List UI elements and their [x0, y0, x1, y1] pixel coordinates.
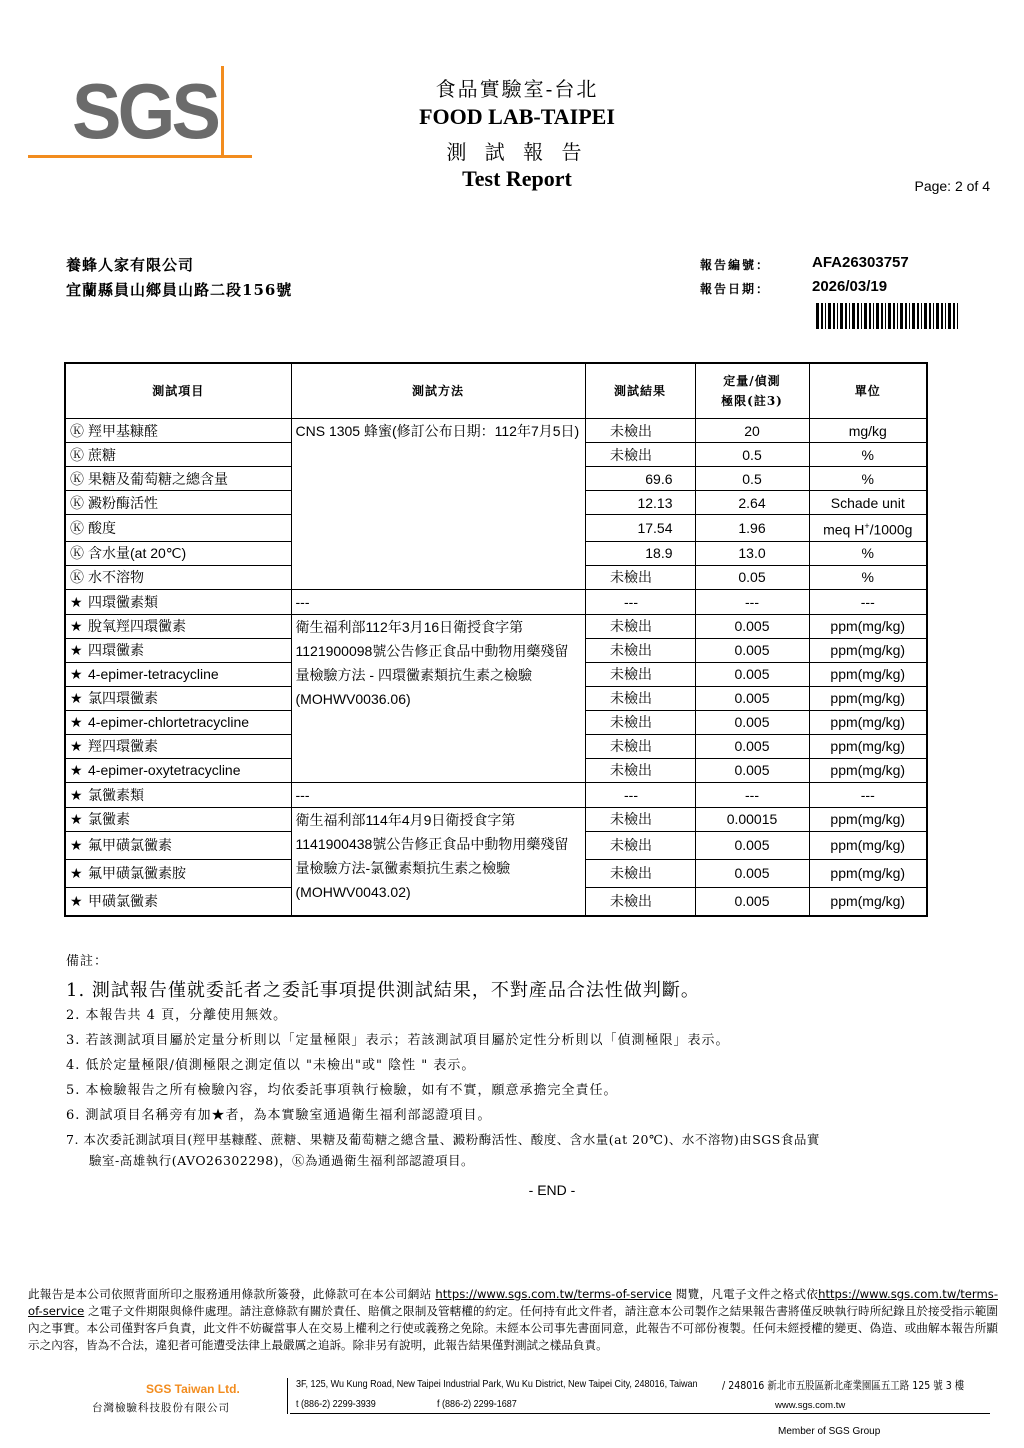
cell-unit: ppm(mg/kg) [809, 831, 927, 859]
cell-result: --- [585, 589, 695, 614]
star-mark-icon: ★ [70, 593, 83, 610]
cell-item [65, 541, 291, 565]
end-mark: - END - [528, 1182, 576, 1198]
footer-underline [290, 1413, 990, 1414]
page-number: Page: 2 of 4 [914, 178, 990, 194]
item-name: 含水量(at 20℃) [88, 545, 187, 562]
barcode-bar [948, 303, 951, 329]
cell-limit: 1.96 [695, 515, 809, 542]
star-mark-icon: ★ [70, 865, 83, 882]
cell-item [65, 515, 291, 542]
barcode-bar [905, 303, 907, 329]
table-row [65, 614, 927, 638]
cell-unit: Schade unit [809, 491, 927, 515]
k-mark-icon: Ⓚ [70, 569, 84, 586]
barcode-bar [816, 303, 819, 329]
cell-method: --- [291, 782, 585, 807]
header-unit: 單位 [809, 363, 927, 419]
item-name: 氟甲磺氯黴素 [88, 837, 172, 854]
barcode-bar [869, 303, 871, 329]
barcode-bar [912, 303, 915, 329]
report-number: AFA26303757 [812, 254, 909, 271]
barcode-bar [857, 303, 859, 329]
cell-unit: ppm(mg/kg) [809, 734, 927, 758]
cell-result: 69.6 [585, 467, 695, 491]
cell-limit: 0.005 [695, 710, 809, 734]
cell-item [65, 467, 291, 491]
client-name: 養蜂人家有限公司 [66, 256, 195, 274]
k-mark-icon: Ⓚ [70, 470, 84, 487]
item-name: 4-epimer-chlortetracycline [88, 714, 250, 731]
cell-item [65, 662, 291, 686]
star-mark-icon: ★ [70, 738, 83, 755]
note-7-cont: 驗室-高雄執行(AVO26302298)，Ⓚ為通過衛生福利部認證項目。 [89, 1153, 475, 1168]
barcode-bar [909, 303, 910, 329]
cell-result: --- [585, 782, 695, 807]
cell-unit [809, 515, 927, 542]
notes-title: 備註： [66, 954, 109, 969]
barcode-bar [924, 303, 927, 329]
lab-title-en: FOOD LAB-TAIPEI [419, 104, 615, 129]
barcode-bar [936, 303, 939, 329]
star-mark-icon: ★ [70, 618, 83, 635]
k-mark-icon: Ⓚ [70, 494, 84, 511]
cell-result: 未檢出 [585, 686, 695, 710]
report-title-en: Test Report [462, 166, 572, 191]
header-result: 測試結果 [585, 363, 695, 419]
report-title-cn: 測 試 報 告 [446, 140, 588, 164]
cell-limit: 0.005 [695, 638, 809, 662]
barcode-bar [861, 303, 862, 329]
cell-limit: 0.5 [695, 443, 809, 467]
barcode-bar [881, 303, 883, 329]
cell-item [65, 782, 291, 807]
company-name-cn: 台灣檢驗科技股份有限公司 [92, 1402, 230, 1414]
barcode-bar [953, 303, 955, 329]
cell-method: 衛生福利部114年4月9日衛授食字第1141900438號公告修正食品中動物用藥殘留量檢驗方法-氯黴素類抗生素之檢驗(MOHWV0043.02) [291, 807, 585, 916]
barcode-bar [864, 303, 867, 329]
k-mark-icon: Ⓚ [70, 519, 84, 536]
header-limit-line2: 極限(註3) [721, 394, 783, 408]
note-3: 3. 若該測試項目屬於定量分析則以「定量極限」表示；若該測試項目屬於定性分析則以「偵測極限」表示。 [66, 1033, 730, 1048]
logo-orange-vline [221, 66, 224, 158]
barcode-bar [921, 303, 922, 329]
cell-item [65, 887, 291, 916]
cell-item [65, 589, 291, 614]
star-mark-icon: ★ [70, 666, 83, 683]
cell-result: 未檢出 [585, 565, 695, 589]
barcode-bar [929, 303, 931, 329]
star-mark-icon: ★ [70, 690, 83, 707]
barcode-bar [888, 303, 891, 329]
item-name: 甲磺氯黴素 [88, 893, 158, 910]
cell-unit: % [809, 565, 927, 589]
barcode-bar [852, 303, 855, 329]
barcode [816, 303, 958, 329]
table-row [65, 782, 927, 807]
cell-limit: 0.005 [695, 758, 809, 782]
note-4: 4. 低於定量極限/偵測極限之測定值以 "未檢出"或" 陰性 " 表示。 [66, 1058, 476, 1073]
cell-limit: 0.5 [695, 467, 809, 491]
cell-result: 未檢出 [585, 443, 695, 467]
lab-title-cn: 食品實驗室-台北 [435, 77, 599, 101]
barcode-bar [825, 303, 826, 329]
cell-item [65, 443, 291, 467]
barcode-bar [833, 303, 835, 329]
item-name: 羥甲基糠醛 [88, 422, 158, 439]
cell-unit: --- [809, 589, 927, 614]
barcode-bar [945, 303, 946, 329]
logo-text: SGS [72, 67, 218, 155]
cell-item [65, 831, 291, 859]
footer-divider [287, 1378, 288, 1414]
cell-item [65, 734, 291, 758]
disclaimer-part2: 閱覽，凡電子文件之格式依 [671, 1287, 819, 1301]
item-name: 四環黴素類 [88, 593, 158, 610]
cell-unit: ppm(mg/kg) [809, 662, 927, 686]
cell-result: 未檢出 [585, 419, 695, 443]
barcode-bar [893, 303, 895, 329]
cell-limit: 0.005 [695, 614, 809, 638]
disclaimer-part3: 之電子文件期限與條件處理。請注意條款有關於責任、賠償之限制及管轄權的約定。任何持有此文件者，請注意本公司製作之結果報告書將僅反映執行時所紀錄且於接受指示範圍內之事實。本公司僅對客戶負責，此文件不妨礙當事人在交易上權利之行使或義務之免除。未經本公司事先書面同意，此報告不可部份複製。任何未經授權的變更、偽造、或曲解本報告所顯示之內容，皆為不合法，違犯者可能遭受法律上最嚴厲之追訴。除非另有說明，此報告結果僅對測試之樣品負責。 [28, 1304, 998, 1352]
star-mark-icon: ★ [70, 837, 83, 854]
star-mark-icon: ★ [70, 642, 83, 659]
cell-result: 未檢出 [585, 638, 695, 662]
table-row [65, 419, 927, 443]
terms-link-2[interactable]: https://www.sgs.com.tw/terms-of-service [28, 1287, 998, 1318]
disclaimer-part1: 此報告是本公司依照背面所印之服務通用條款所簽發，此條款可在本公司網站 [28, 1287, 436, 1301]
item-name: 氯黴素類 [88, 786, 144, 803]
barcode-bar [876, 303, 879, 329]
cell-result: 未檢出 [585, 734, 695, 758]
cell-unit: ppm(mg/kg) [809, 887, 927, 916]
cell-method: --- [291, 589, 585, 614]
cell-item [65, 614, 291, 638]
company-name-en: SGS Taiwan Ltd. [146, 1382, 240, 1396]
barcode-bar [821, 303, 823, 329]
cell-limit: 0.005 [695, 831, 809, 859]
cell-limit: 2.64 [695, 491, 809, 515]
cell-item [65, 638, 291, 662]
sgs-logo [28, 64, 258, 164]
note-6: 6. 測試項目名稱旁有加★者，為本實驗室通過衛生福利部認證項目。 [66, 1108, 492, 1123]
item-name: 酸度 [88, 519, 116, 536]
barcode-bar [873, 303, 874, 329]
cell-method: CNS 1305 蜂蜜(修訂公布日期：112年7月5日) [291, 419, 585, 590]
cell-item [65, 859, 291, 887]
item-name: 水不溶物 [88, 569, 144, 586]
barcode-bar [885, 303, 886, 329]
cell-result: 12.13 [585, 491, 695, 515]
item-name: 氯四環黴素 [88, 690, 158, 707]
table-header-row [65, 363, 927, 419]
table-row [65, 807, 927, 831]
cell-unit: ppm(mg/kg) [809, 614, 927, 638]
cell-result: 未檢出 [585, 614, 695, 638]
barcode-bar [957, 303, 958, 329]
report-number-label: 報告編號： [700, 258, 771, 272]
cell-unit: ppm(mg/kg) [809, 638, 927, 662]
item-name: 4-epimer-oxytetracycline [88, 762, 241, 779]
cell-result: 未檢出 [585, 758, 695, 782]
barcode-bar [845, 303, 847, 329]
telephone: t (886-2) 2299-3939 [296, 1398, 376, 1410]
item-name: 果糖及葡萄糖之總含量 [88, 470, 228, 487]
cell-item [65, 491, 291, 515]
header-item: 測試項目 [65, 363, 291, 419]
barcode-bar [941, 303, 943, 329]
cell-result: 未檢出 [585, 887, 695, 916]
header-limit-line1: 定量/偵測 [723, 374, 781, 388]
footer-disclaimer [28, 1286, 998, 1354]
cell-result: 未檢出 [585, 710, 695, 734]
item-name: 4-epimer-tetracycline [88, 666, 219, 683]
address-en: 3F, 125, Wu Kung Road, New Taipei Industrial Park, Wu Ku District, New Taipei City, 248016, Taiwan [296, 1378, 698, 1390]
table-row [65, 589, 927, 614]
fax: f (886-2) 2299-1687 [437, 1398, 517, 1410]
report-date: 2026/03/19 [812, 278, 888, 295]
member-text: Member of SGS Group [778, 1426, 881, 1437]
k-mark-icon: Ⓚ [70, 545, 84, 562]
item-name: 氯黴素 [88, 811, 130, 828]
note-7: 7. 本次委託測試項目(羥甲基糠醛、蔗糖、果糖及葡萄糖之總含量、澱粉酶活性、酸度、含水量(at 20℃)、水不溶物)由SGS食品實 [66, 1132, 820, 1147]
cell-unit: mg/kg [809, 419, 927, 443]
note-5: 5. 本檢驗報告之所有檢驗內容，均依委託事項執行檢驗，如有不實，願意承擔完全責任。 [66, 1083, 618, 1098]
cell-item [65, 807, 291, 831]
unit-prefix: meq H [823, 521, 865, 538]
cell-unit: % [809, 443, 927, 467]
cell-result: 未檢出 [585, 859, 695, 887]
website[interactable]: www.sgs.com.tw [775, 1400, 846, 1411]
cell-result: 17.54 [585, 515, 695, 542]
barcode-bar [849, 303, 850, 329]
cell-unit: % [809, 467, 927, 491]
cell-limit: --- [695, 589, 809, 614]
cell-item [65, 710, 291, 734]
cell-item [65, 419, 291, 443]
cell-result: 未檢出 [585, 807, 695, 831]
k-mark-icon: Ⓚ [70, 446, 84, 463]
cell-result: 未檢出 [585, 831, 695, 859]
star-mark-icon: ★ [70, 893, 83, 910]
barcode-bar [840, 303, 843, 329]
cell-unit: ppm(mg/kg) [809, 807, 927, 831]
cell-limit: 0.005 [695, 887, 809, 916]
barcode-bar [837, 303, 838, 329]
cell-limit: 20 [695, 419, 809, 443]
cell-item [65, 686, 291, 710]
cell-unit: ppm(mg/kg) [809, 859, 927, 887]
header-method: 測試方法 [291, 363, 585, 419]
cell-limit: 0.005 [695, 734, 809, 758]
item-name: 脫氧羥四環黴素 [88, 618, 186, 635]
cell-unit: % [809, 541, 927, 565]
cell-limit: 0.005 [695, 662, 809, 686]
cell-unit: ppm(mg/kg) [809, 758, 927, 782]
note-1: 1. 測試報告僅就委託者之委託事項提供測試結果，不對產品合法性做判斷。 [66, 980, 700, 1001]
star-mark-icon: ★ [70, 714, 83, 731]
cell-limit: 13.0 [695, 541, 809, 565]
note-2: 2. 本報告共 4 頁，分離使用無效。 [66, 1008, 288, 1023]
item-name: 羥四環黴素 [88, 738, 158, 755]
star-mark-icon: ★ [70, 786, 83, 803]
cell-limit: 0.00015 [695, 807, 809, 831]
item-name: 蔗糖 [88, 446, 116, 463]
cell-item [65, 758, 291, 782]
barcode-bar [917, 303, 919, 329]
cell-item [65, 565, 291, 589]
star-mark-icon: ★ [70, 811, 83, 828]
results-table [64, 362, 928, 917]
cell-unit: --- [809, 782, 927, 807]
cell-limit: 0.005 [695, 859, 809, 887]
cell-result: 18.9 [585, 541, 695, 565]
terms-link-1[interactable]: https://www.sgs.com.tw/terms-of-service [435, 1287, 672, 1301]
unit-suffix: /1000g [869, 521, 913, 538]
barcode-bar [900, 303, 903, 329]
cell-unit: ppm(mg/kg) [809, 710, 927, 734]
address-cn: / 248016 新北市五股區新北產業園區五工路 125 號 3 樓 [722, 1379, 965, 1392]
header-limit [695, 363, 809, 419]
unit-superscript: + [864, 521, 870, 531]
report-date-label: 報告日期： [700, 282, 771, 296]
cell-limit: 0.05 [695, 565, 809, 589]
item-name: 四環黴素 [88, 642, 144, 659]
cell-limit: 0.005 [695, 686, 809, 710]
item-name: 澱粉酶活性 [88, 494, 158, 511]
client-address: 宜蘭縣員山鄉員山路二段156號 [66, 281, 293, 299]
barcode-bar [828, 303, 831, 329]
barcode-bar [897, 303, 898, 329]
cell-result: 未檢出 [585, 662, 695, 686]
cell-unit: ppm(mg/kg) [809, 686, 927, 710]
star-mark-icon: ★ [70, 762, 83, 779]
k-mark-icon: Ⓚ [70, 422, 84, 439]
barcode-bar [933, 303, 934, 329]
logo-orange-hline [28, 155, 252, 158]
cell-method: 衛生福利部112年3月16日衛授食字第1121900098號公告修正食品中動物用藥殘留量檢驗方法 - 四環黴素類抗生素之檢驗(MOHWV0036.06) [291, 614, 585, 782]
item-name: 氟甲磺氯黴素胺 [88, 865, 186, 882]
cell-limit: --- [695, 782, 809, 807]
